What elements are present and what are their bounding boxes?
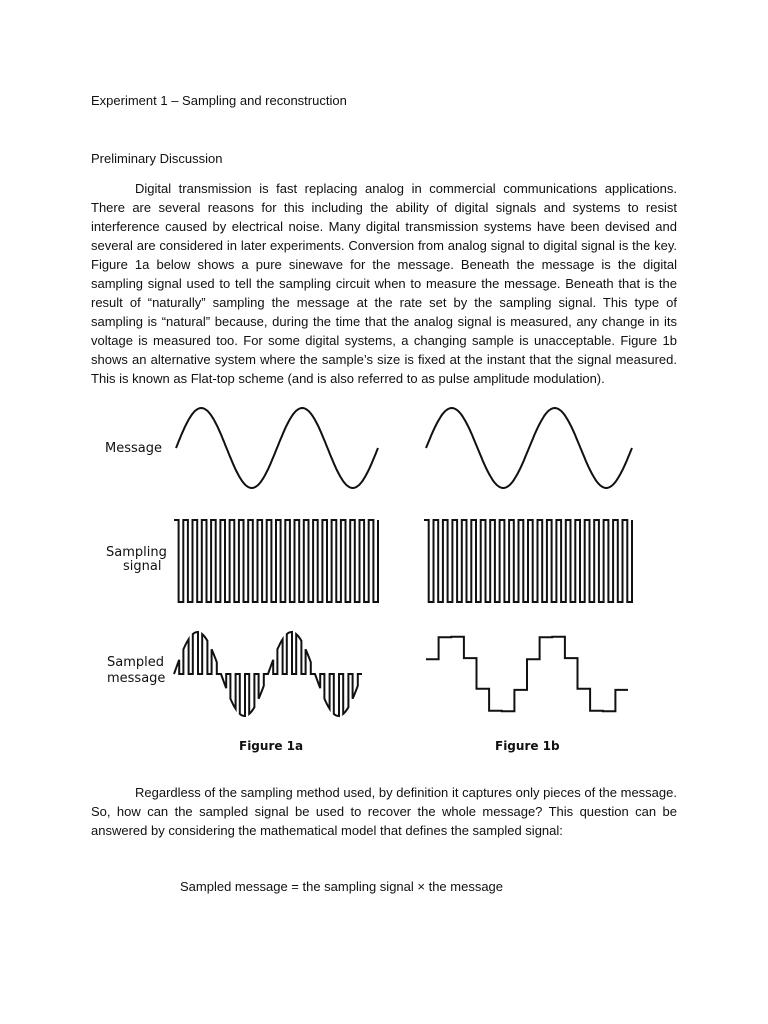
sampled-message-label-line2: message [107, 671, 166, 686]
figure-1b-caption: Figure 1b [495, 739, 560, 753]
paragraph-intro: Digital transmission is fast replacing analog in commercial communications applications. There are several reasons for this including the ability of digital signals and systems to resist interference caused by electrical noise. Many digital transmission systems have been devised and several are considered in later experiments. Conversion from analog signal to digital signal is the key. Figure 1a below shows a pure sinewave for the message. Beneath the message is the digital sampling signal used to tell the sampling circuit when to measure the message. Beneath that is the result of “naturally” sampling the message at the rate set by the sampling signal. This type of sampling is “natural” because, during the time that the analog signal is measured, any change in its voltage is measured too. For some digital systems, a changing sample is unacceptable. Figure 1b shows an alternative system where the sample’s size is fixed at the instant that the signal measured. This is known as Flat-top scheme (and is also referred to as pulse amplitude modulation). [91, 181, 677, 386]
sampling-signal-a [174, 520, 378, 602]
message-sinewave-a [176, 408, 378, 488]
message-label: Message [105, 441, 162, 456]
message-sinewave-b [426, 408, 632, 488]
sampling-signal-label-line2: signal [123, 559, 162, 574]
section-heading: Preliminary Discussion [91, 151, 223, 166]
paragraph-reconstruction: Regardless of the sampling method used, by definition it captures only pieces of the message. So, how can the sampled signal be used to recover the whole message? This question can be answered by considering the mathematical model that defines the sampled signal: [91, 785, 677, 838]
sampling-signal-label-line1: Sampling [106, 545, 167, 560]
figure-1a-caption: Figure 1a [239, 739, 304, 753]
sampling-figure [96, 398, 656, 760]
sampled-message-equation: Sampled message = the sampling signal × the message [180, 879, 504, 894]
sampled-message-label-line1: Sampled [107, 655, 164, 670]
document-title: Experiment 1 – Sampling and reconstruction [91, 93, 347, 108]
natural-sampled-message [174, 632, 362, 716]
sampling-signal-b [424, 520, 632, 602]
flat-top-sampled-message [426, 637, 628, 711]
